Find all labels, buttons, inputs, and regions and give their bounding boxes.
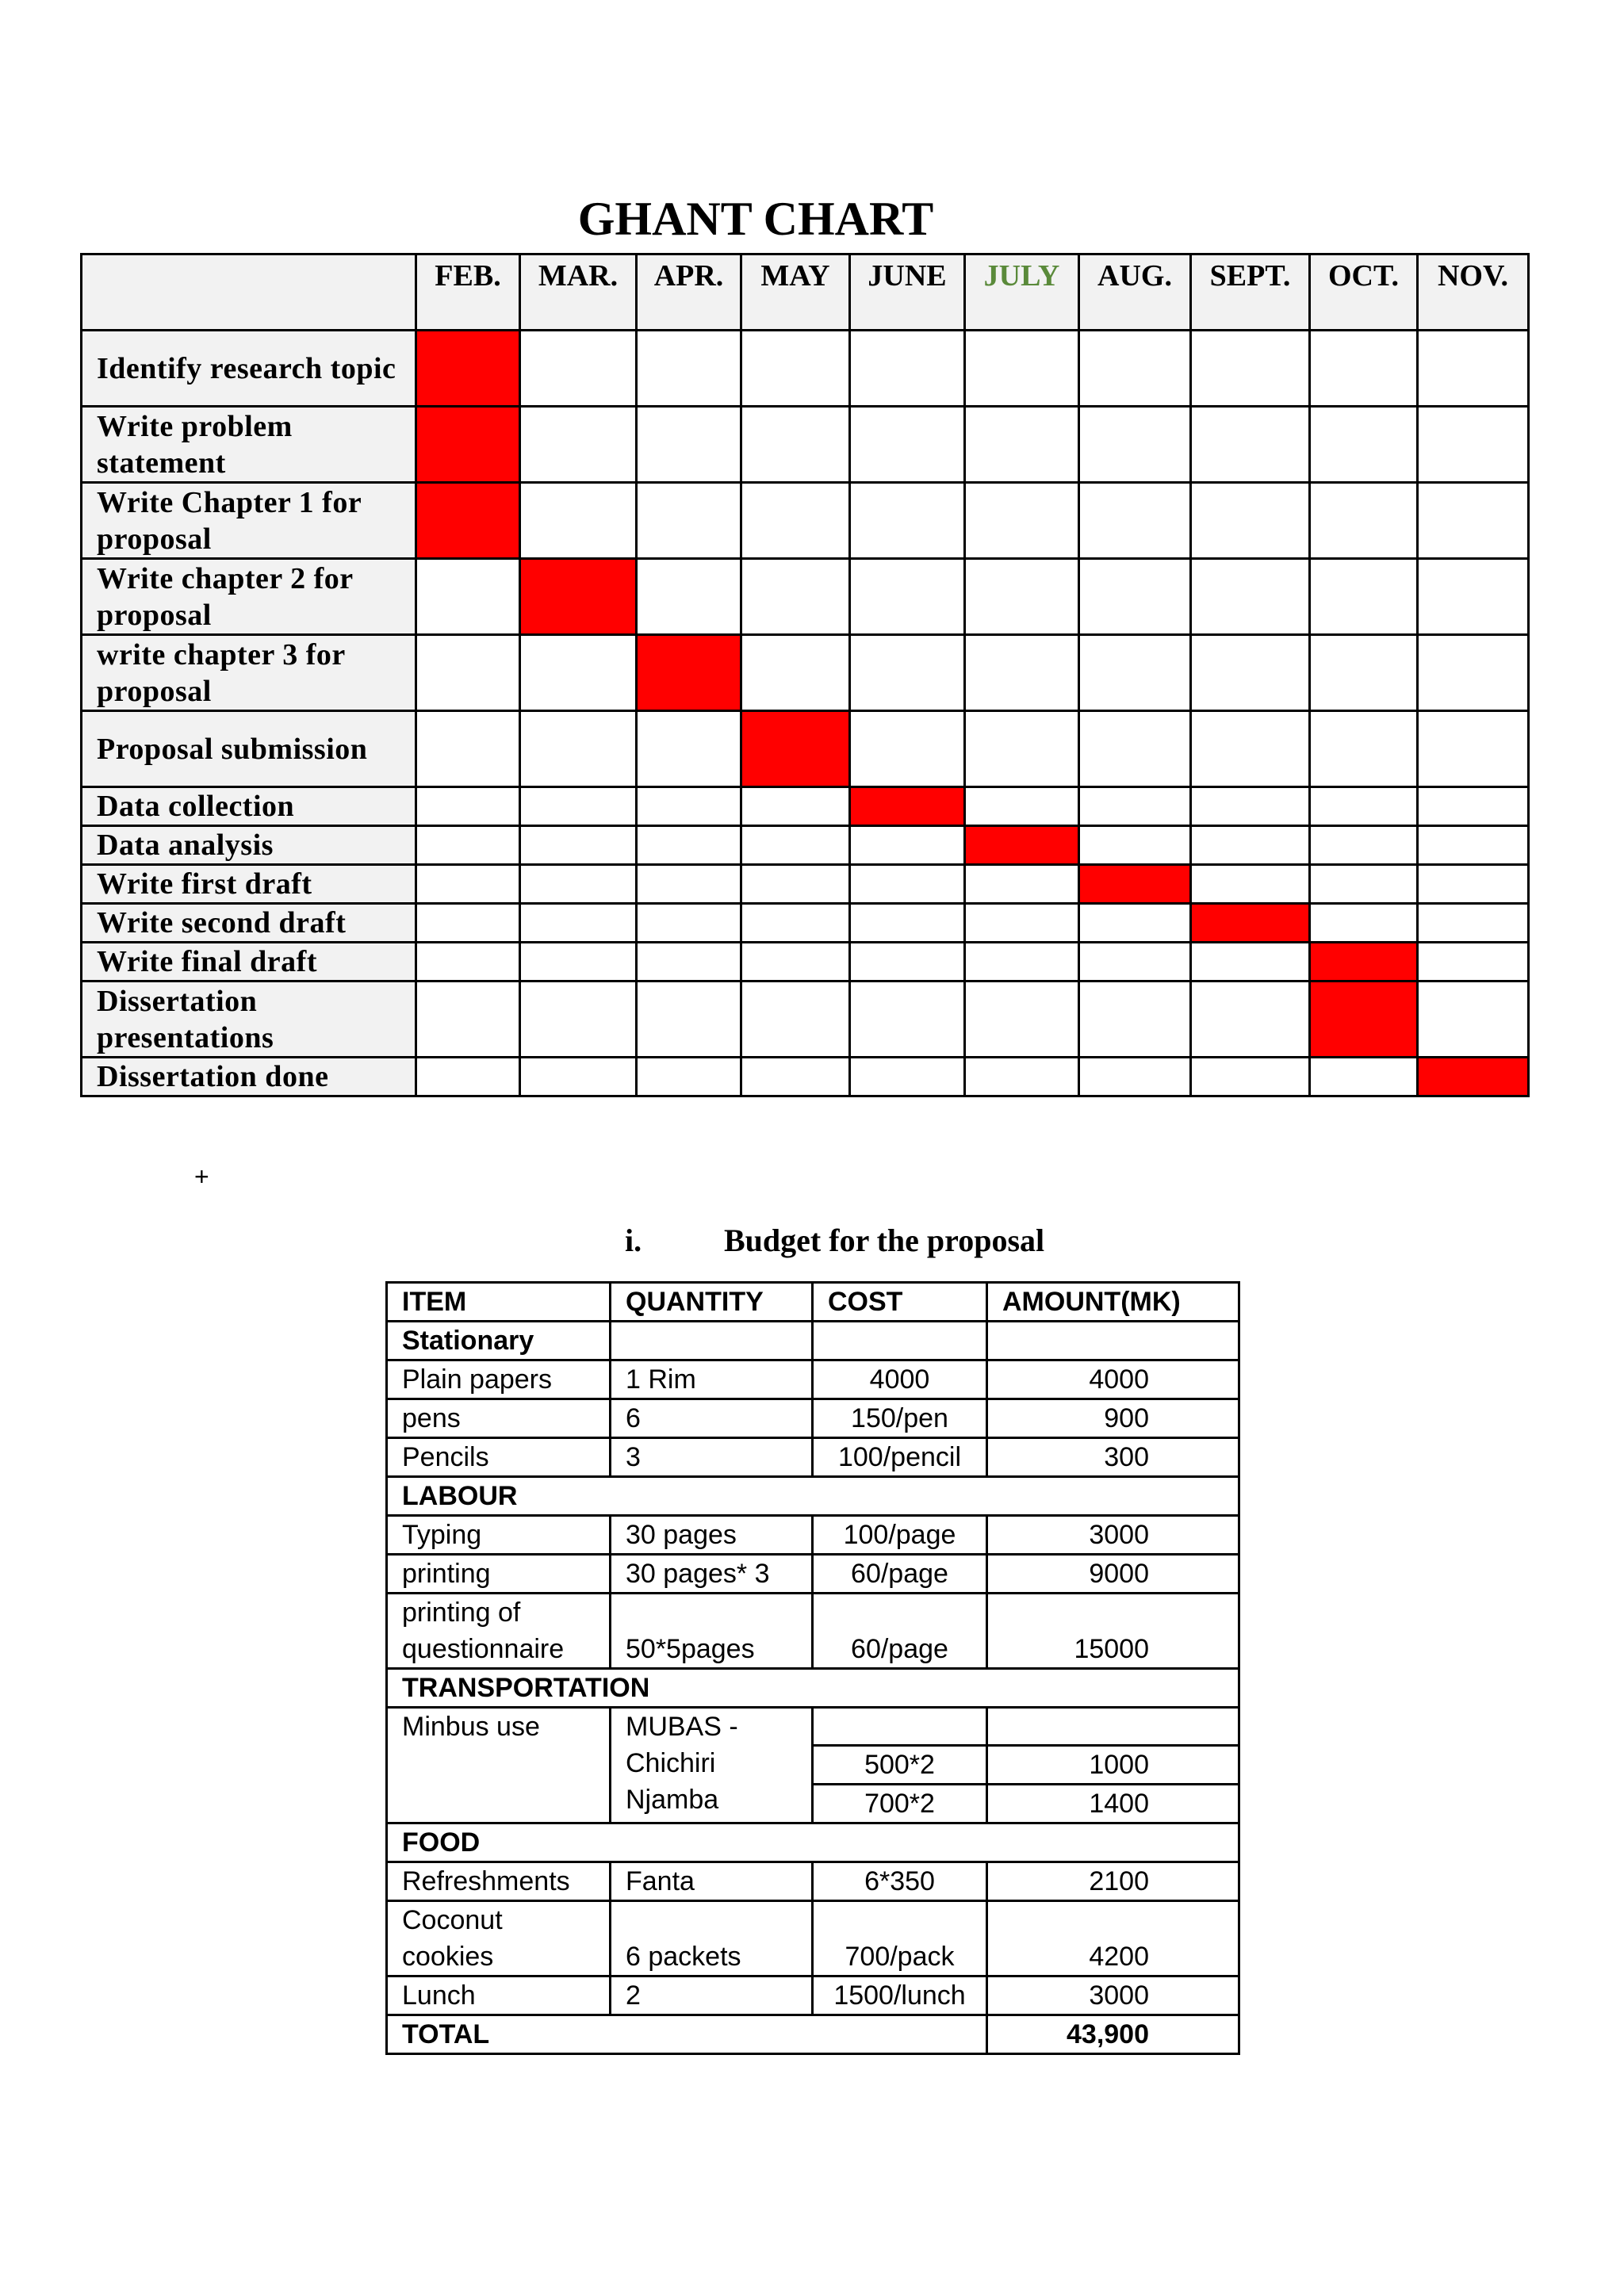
month-header-7: SEPT. bbox=[1191, 254, 1310, 331]
cost-cell: 4000 bbox=[813, 1360, 987, 1399]
gantt-empty-cell bbox=[850, 904, 965, 943]
month-header-9: NOV. bbox=[1418, 254, 1529, 331]
gantt-bar-cell bbox=[416, 407, 520, 483]
gantt-empty-cell bbox=[637, 559, 741, 635]
amount-cell: 900 bbox=[987, 1399, 1239, 1438]
gantt-empty-cell bbox=[520, 826, 637, 865]
cost-cell: 60/page bbox=[813, 1594, 987, 1669]
gantt-empty-cell bbox=[520, 865, 637, 904]
gantt-empty-cell bbox=[416, 711, 520, 787]
gantt-empty-cell bbox=[741, 1058, 850, 1096]
task-label: Write problem statement bbox=[82, 407, 416, 483]
gantt-row bbox=[82, 635, 1529, 711]
gantt-empty-cell bbox=[965, 635, 1079, 711]
month-header-3: MAY bbox=[741, 254, 850, 331]
gantt-empty-cell bbox=[1310, 826, 1418, 865]
gantt-row bbox=[82, 407, 1529, 483]
gantt-empty-cell bbox=[520, 483, 637, 559]
item-line: printing of bbox=[402, 1598, 521, 1628]
gantt-empty-cell bbox=[520, 943, 637, 982]
gantt-empty-cell bbox=[637, 904, 741, 943]
gantt-empty-cell bbox=[520, 787, 637, 826]
gantt-empty-cell bbox=[1310, 711, 1418, 787]
gantt-empty-cell bbox=[850, 559, 965, 635]
gantt-chart-title: GHANT CHART bbox=[577, 193, 934, 245]
cost-cell: 6*350 bbox=[813, 1862, 987, 1901]
month-header-2: APR. bbox=[637, 254, 741, 331]
amount-cell: 300 bbox=[987, 1438, 1239, 1477]
gantt-empty-cell bbox=[1079, 982, 1191, 1058]
item-cell: Minbus use bbox=[387, 1708, 611, 1823]
budget-row bbox=[387, 1399, 1239, 1438]
gantt-empty-cell bbox=[1079, 483, 1191, 559]
gantt-empty-cell bbox=[637, 711, 741, 787]
gantt-empty-cell bbox=[1191, 1058, 1310, 1096]
budget-row bbox=[387, 1708, 1239, 1746]
task-label: Data collection bbox=[82, 787, 416, 826]
budget-row bbox=[387, 1901, 1239, 1976]
item-line: Coconut bbox=[402, 1905, 503, 1935]
gantt-bar-cell bbox=[416, 331, 520, 407]
item-cell: Refreshments bbox=[387, 1862, 611, 1901]
gantt-empty-cell bbox=[637, 943, 741, 982]
budget-table bbox=[385, 1281, 1240, 2055]
empty-cell bbox=[611, 1322, 813, 1360]
month-header-5: JULY bbox=[965, 254, 1079, 331]
quantity-cell: 50*5pages bbox=[611, 1594, 813, 1669]
gantt-empty-cell bbox=[1079, 1058, 1191, 1096]
gantt-empty-cell bbox=[1418, 943, 1529, 982]
section-food: FOOD bbox=[387, 1823, 1239, 1862]
gantt-empty-cell bbox=[1191, 865, 1310, 904]
gantt-bar-cell bbox=[637, 635, 741, 711]
gantt-row bbox=[82, 904, 1529, 943]
gantt-empty-cell bbox=[1310, 407, 1418, 483]
amount-cell: 4200 bbox=[987, 1901, 1239, 1976]
gantt-empty-cell bbox=[1418, 635, 1529, 711]
budget-row bbox=[387, 1555, 1239, 1594]
quantity-cell: 30 pages* 3 bbox=[611, 1555, 813, 1594]
quantity-cell: Fanta bbox=[611, 1862, 813, 1901]
gantt-empty-cell bbox=[1310, 787, 1418, 826]
quantity-cell: 3 bbox=[611, 1438, 813, 1477]
gantt-bar-cell bbox=[416, 483, 520, 559]
task-label: Write final draft bbox=[82, 943, 416, 982]
amount-cell: 9000 bbox=[987, 1555, 1239, 1594]
gantt-empty-cell bbox=[850, 1058, 965, 1096]
task-label: Data analysis bbox=[82, 826, 416, 865]
gantt-empty-cell bbox=[1079, 787, 1191, 826]
gantt-empty-cell bbox=[1079, 331, 1191, 407]
budget-heading bbox=[625, 1222, 1044, 1259]
gantt-empty-cell bbox=[965, 1058, 1079, 1096]
quantity-line: MUBAS - bbox=[626, 1712, 738, 1742]
empty-cell bbox=[987, 1708, 1239, 1746]
gantt-empty-cell bbox=[1310, 331, 1418, 407]
gantt-empty-cell bbox=[1079, 904, 1191, 943]
gantt-empty-cell bbox=[741, 407, 850, 483]
gantt-empty-cell bbox=[965, 407, 1079, 483]
gantt-empty-cell bbox=[416, 559, 520, 635]
gantt-empty-cell bbox=[637, 787, 741, 826]
gantt-empty-cell bbox=[520, 904, 637, 943]
gantt-empty-cell bbox=[520, 331, 637, 407]
budget-row bbox=[387, 1594, 1239, 1669]
gantt-empty-cell bbox=[1310, 559, 1418, 635]
gantt-empty-cell bbox=[965, 904, 1079, 943]
header-item: ITEM bbox=[387, 1283, 611, 1322]
quantity-cell: 30 pages bbox=[611, 1516, 813, 1555]
gantt-empty-cell bbox=[1191, 943, 1310, 982]
budget-row bbox=[387, 1438, 1239, 1477]
amount-cell: 3000 bbox=[987, 1516, 1239, 1555]
month-header-6: AUG. bbox=[1079, 254, 1191, 331]
gantt-empty-cell bbox=[965, 331, 1079, 407]
cost-cell: 100/pencil bbox=[813, 1438, 987, 1477]
amount-cell: 1400 bbox=[987, 1785, 1239, 1823]
amount-cell: 2100 bbox=[987, 1862, 1239, 1901]
month-header-8: OCT. bbox=[1310, 254, 1418, 331]
total-label: TOTAL bbox=[387, 2015, 987, 2054]
gantt-empty-cell bbox=[741, 904, 850, 943]
quantity-cell: 6 bbox=[611, 1399, 813, 1438]
gantt-empty-cell bbox=[1191, 483, 1310, 559]
task-label: Dissertation presentations bbox=[82, 982, 416, 1058]
total-amount: 43,900 bbox=[987, 2015, 1239, 2054]
gantt-empty-cell bbox=[1418, 407, 1529, 483]
item-cell: printing bbox=[387, 1555, 611, 1594]
header-cost: COST bbox=[813, 1283, 987, 1322]
gantt-empty-cell bbox=[741, 483, 850, 559]
task-label: Proposal submission bbox=[82, 711, 416, 787]
gantt-empty-cell bbox=[741, 559, 850, 635]
gantt-empty-cell bbox=[965, 483, 1079, 559]
budget-row bbox=[387, 1976, 1239, 2015]
gantt-row bbox=[82, 559, 1529, 635]
month-header-0: FEB. bbox=[416, 254, 520, 331]
gantt-empty-cell bbox=[637, 331, 741, 407]
gantt-empty-cell bbox=[1418, 331, 1529, 407]
quantity-cell: 1 Rim bbox=[611, 1360, 813, 1399]
gantt-empty-cell bbox=[1079, 559, 1191, 635]
gantt-empty-cell bbox=[741, 982, 850, 1058]
gantt-empty-cell bbox=[1310, 483, 1418, 559]
budget-heading-text: Budget for the proposal bbox=[724, 1223, 1045, 1258]
gantt-empty-cell bbox=[1079, 826, 1191, 865]
gantt-empty-cell bbox=[965, 982, 1079, 1058]
item-cell: Typing bbox=[387, 1516, 611, 1555]
empty-cell bbox=[813, 1708, 987, 1746]
gantt-empty-cell bbox=[965, 559, 1079, 635]
gantt-empty-cell bbox=[416, 635, 520, 711]
gantt-empty-cell bbox=[416, 1058, 520, 1096]
gantt-empty-cell bbox=[741, 865, 850, 904]
gantt-empty-cell bbox=[1418, 559, 1529, 635]
amount-cell: 15000 bbox=[987, 1594, 1239, 1669]
gantt-empty-cell bbox=[1418, 787, 1529, 826]
gantt-empty-cell bbox=[637, 826, 741, 865]
month-header-4: JUNE bbox=[850, 254, 965, 331]
budget-row bbox=[387, 1862, 1239, 1901]
amount-cell: 3000 bbox=[987, 1976, 1239, 2015]
item-line: questionnaire bbox=[402, 1634, 565, 1664]
gantt-empty-cell bbox=[637, 1058, 741, 1096]
header-amount: AMOUNT(MK) bbox=[987, 1283, 1239, 1322]
header-quantity: QUANTITY bbox=[611, 1283, 813, 1322]
gantt-empty-cell bbox=[850, 483, 965, 559]
gantt-empty-cell bbox=[741, 635, 850, 711]
gantt-empty-cell bbox=[741, 331, 850, 407]
gantt-empty-cell bbox=[637, 982, 741, 1058]
gantt-row bbox=[82, 711, 1529, 787]
item-cell: Lunch bbox=[387, 1976, 611, 2015]
gantt-empty-cell bbox=[1079, 943, 1191, 982]
task-label: Write chapter 2 for proposal bbox=[82, 559, 416, 635]
section-row-transportation bbox=[387, 1669, 1239, 1708]
gantt-empty-cell bbox=[1191, 787, 1310, 826]
gantt-row bbox=[82, 787, 1529, 826]
gantt-empty-cell bbox=[1191, 711, 1310, 787]
quantity-cell bbox=[611, 1708, 813, 1823]
gantt-empty-cell bbox=[637, 407, 741, 483]
budget-header-row bbox=[387, 1283, 1239, 1322]
gantt-empty-cell bbox=[416, 982, 520, 1058]
gantt-empty-cell bbox=[965, 787, 1079, 826]
month-header-1: MAR. bbox=[520, 254, 637, 331]
amount-cell: 4000 bbox=[987, 1360, 1239, 1399]
gantt-empty-cell bbox=[850, 331, 965, 407]
gantt-empty-cell bbox=[1191, 331, 1310, 407]
quantity-line: Njamba bbox=[626, 1785, 719, 1815]
gantt-empty-cell bbox=[1418, 483, 1529, 559]
gantt-empty-cell bbox=[1191, 635, 1310, 711]
gantt-bar-cell bbox=[1191, 904, 1310, 943]
gantt-row bbox=[82, 865, 1529, 904]
task-label: Write Chapter 1 for proposal bbox=[82, 483, 416, 559]
gantt-empty-cell bbox=[850, 711, 965, 787]
gantt-empty-cell bbox=[1418, 904, 1529, 943]
gantt-row bbox=[82, 483, 1529, 559]
gantt-header-row bbox=[82, 254, 1529, 331]
gantt-empty-cell bbox=[520, 407, 637, 483]
gantt-empty-cell bbox=[1191, 407, 1310, 483]
section-row-stationary bbox=[387, 1322, 1239, 1360]
gantt-empty-cell bbox=[1191, 826, 1310, 865]
gantt-empty-cell bbox=[1418, 826, 1529, 865]
gantt-bar-cell bbox=[1418, 1058, 1529, 1096]
gantt-empty-cell bbox=[1418, 982, 1529, 1058]
gantt-empty-cell bbox=[520, 635, 637, 711]
gantt-empty-cell bbox=[1079, 407, 1191, 483]
task-label: Write first draft bbox=[82, 865, 416, 904]
gantt-empty-cell bbox=[637, 865, 741, 904]
cost-cell: 700/pack bbox=[813, 1901, 987, 1976]
task-label: write chapter 3 for proposal bbox=[82, 635, 416, 711]
empty-cell bbox=[813, 1322, 987, 1360]
quantity-cell: 2 bbox=[611, 1976, 813, 2015]
gantt-empty-cell bbox=[1310, 865, 1418, 904]
total-row bbox=[387, 2015, 1239, 2054]
section-labour: LABOUR bbox=[387, 1477, 1239, 1516]
gantt-bar-cell bbox=[520, 559, 637, 635]
empty-cell bbox=[987, 1322, 1239, 1360]
gantt-row bbox=[82, 826, 1529, 865]
gantt-empty-cell bbox=[1418, 865, 1529, 904]
gantt-empty-cell bbox=[1079, 635, 1191, 711]
budget-row bbox=[387, 1516, 1239, 1555]
gantt-empty-cell bbox=[416, 865, 520, 904]
item-cell: pens bbox=[387, 1399, 611, 1438]
gantt-row bbox=[82, 982, 1529, 1058]
gantt-bar-cell bbox=[850, 787, 965, 826]
gantt-empty-cell bbox=[965, 943, 1079, 982]
gantt-empty-cell bbox=[637, 483, 741, 559]
gantt-row bbox=[82, 331, 1529, 407]
budget-heading-number: i. bbox=[625, 1223, 642, 1258]
gantt-bar-cell bbox=[1310, 982, 1418, 1058]
gantt-empty-cell bbox=[416, 826, 520, 865]
quantity-line: Chichiri bbox=[626, 1748, 716, 1778]
gantt-empty-cell bbox=[965, 711, 1079, 787]
gantt-empty-cell bbox=[850, 943, 965, 982]
item-cell bbox=[387, 1594, 611, 1669]
gantt-empty-cell bbox=[850, 407, 965, 483]
gantt-empty-cell bbox=[850, 982, 965, 1058]
gantt-bar-cell bbox=[965, 826, 1079, 865]
gantt-empty-cell bbox=[741, 826, 850, 865]
cost-cell: 100/page bbox=[813, 1516, 987, 1555]
gantt-empty-cell bbox=[850, 865, 965, 904]
gantt-empty-cell bbox=[1310, 635, 1418, 711]
gantt-bar-cell bbox=[1310, 943, 1418, 982]
gantt-empty-cell bbox=[1418, 711, 1529, 787]
section-row-labour bbox=[387, 1477, 1239, 1516]
gantt-chart-table bbox=[80, 253, 1530, 1097]
plus-mark: + bbox=[194, 1162, 209, 1191]
item-line: cookies bbox=[402, 1942, 494, 1972]
gantt-header-corner bbox=[82, 254, 416, 331]
amount-cell: 1000 bbox=[987, 1746, 1239, 1785]
gantt-empty-cell bbox=[416, 904, 520, 943]
gantt-empty-cell bbox=[965, 865, 1079, 904]
gantt-empty-cell bbox=[1079, 711, 1191, 787]
gantt-empty-cell bbox=[1191, 559, 1310, 635]
gantt-empty-cell bbox=[741, 787, 850, 826]
gantt-empty-cell bbox=[1310, 904, 1418, 943]
gantt-bar-cell bbox=[1079, 865, 1191, 904]
cost-cell: 60/page bbox=[813, 1555, 987, 1594]
gantt-empty-cell bbox=[520, 711, 637, 787]
gantt-empty-cell bbox=[1310, 1058, 1418, 1096]
item-cell: Plain papers bbox=[387, 1360, 611, 1399]
section-transportation: TRANSPORTATION bbox=[387, 1669, 1239, 1708]
cost-cell: 1500/lunch bbox=[813, 1976, 987, 2015]
task-label: Identify research topic bbox=[82, 331, 416, 407]
section-row-food bbox=[387, 1823, 1239, 1862]
gantt-bar-cell bbox=[741, 711, 850, 787]
gantt-empty-cell bbox=[741, 943, 850, 982]
gantt-empty-cell bbox=[416, 787, 520, 826]
cost-cell: 500*2 bbox=[813, 1746, 987, 1785]
gantt-empty-cell bbox=[520, 982, 637, 1058]
gantt-empty-cell bbox=[850, 826, 965, 865]
task-label: Write second draft bbox=[82, 904, 416, 943]
item-cell: Pencils bbox=[387, 1438, 611, 1477]
quantity-cell: 6 packets bbox=[611, 1901, 813, 1976]
cost-cell: 150/pen bbox=[813, 1399, 987, 1438]
gantt-empty-cell bbox=[416, 943, 520, 982]
gantt-empty-cell bbox=[520, 1058, 637, 1096]
gantt-row bbox=[82, 1058, 1529, 1096]
task-label: Dissertation done bbox=[82, 1058, 416, 1096]
cost-cell: 700*2 bbox=[813, 1785, 987, 1823]
section-stationary: Stationary bbox=[387, 1322, 611, 1360]
gantt-empty-cell bbox=[1191, 982, 1310, 1058]
item-cell bbox=[387, 1901, 611, 1976]
budget-row bbox=[387, 1360, 1239, 1399]
gantt-empty-cell bbox=[850, 635, 965, 711]
gantt-row bbox=[82, 943, 1529, 982]
